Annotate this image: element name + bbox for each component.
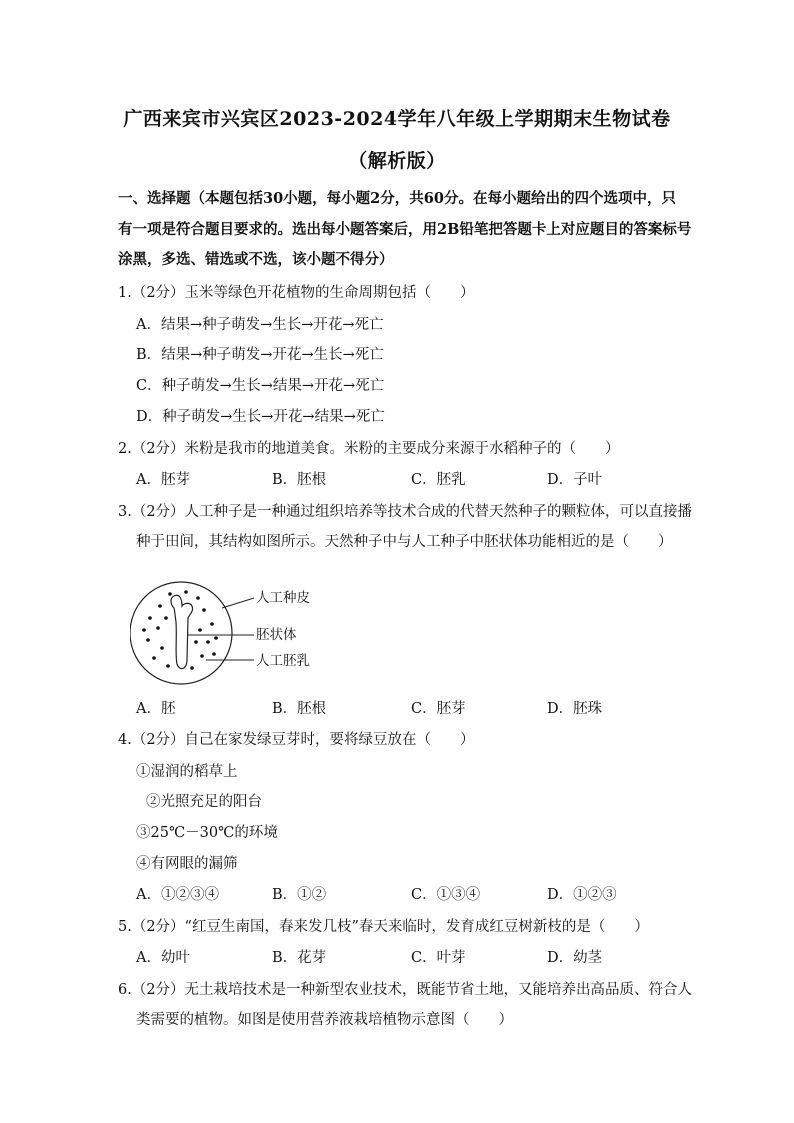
question-4-item-4: ④有网眼的漏筛 — [136, 856, 238, 872]
question-4-option-d: D．①②③ — [547, 887, 617, 903]
question-2-option-d: D．子叶 — [547, 472, 603, 488]
question-5-option-b: B．花芽 — [272, 950, 327, 966]
question-3-option-a: A．胚 — [136, 701, 176, 717]
question-5-option-c: C．叶芽 — [411, 950, 466, 966]
question-4-option-a: A．①②③④ — [136, 887, 219, 903]
question-5-option-d: D．幼茎 — [547, 950, 603, 966]
exam-subtitle: （解析版） — [348, 150, 446, 172]
question-4-item-2: ②光照充足的阳台 — [146, 794, 262, 810]
exam-title: 广西来宾市兴宾区2023-2024学年八年级上学期期末生物试卷 — [123, 108, 671, 130]
question-1-option-a: A．结果→种子萌发→生长→开花→死亡 — [136, 317, 384, 333]
embryoid-body-shape — [171, 595, 193, 668]
question-4-stem: 4.（2分）自己在家发绿豆芽时，要将绿豆放在（ ） — [118, 732, 475, 748]
question-3-option-c: C．胚芽 — [411, 701, 466, 717]
question-3-option-b: B．胚根 — [272, 701, 327, 717]
label-embryoid-body: 胚状体 — [256, 627, 297, 643]
endosperm-dots — [142, 590, 218, 670]
section-instructions-line-1: 一、选择题（本题包括30小题，每小题2分，共60分。在每小题给出的四个选项中，只 — [118, 190, 676, 207]
question-2-option-b: B．胚根 — [272, 472, 327, 488]
question-3-option-d: D．胚珠 — [547, 701, 603, 717]
label-artificial-endosperm: 人工胚乳 — [256, 653, 310, 669]
question-5-stem: 5.（2分）“红豆生南国，春来发几枝”春天来临时，发育成红豆树新枝的是（ ） — [118, 919, 649, 935]
question-1-option-c: C．种子萌发→生长→结果→开花→死亡 — [136, 378, 385, 394]
question-3-stem-line-2: 种于田间，其结构如图所示。天然种子中与人工种子中胚状体功能相近的是（ ） — [136, 534, 673, 550]
question-4-item-3: ③25℃－30℃的环境 — [136, 825, 278, 841]
question-4-option-c: C．①③④ — [411, 887, 481, 903]
question-6-stem-line-2: 类需要的植物。如图是使用营养液栽培植物示意图（ ） — [136, 1012, 513, 1028]
question-6-stem-line-1: 6.（2分）无土栽培技术是一种新型农业技术，既能节省土地，又能培养出高品质、符合人 — [118, 982, 693, 998]
question-4-option-b: B．①② — [272, 887, 327, 903]
question-1-stem: 1.（2分）玉米等绿色开花植物的生命周期包括（ ） — [118, 285, 475, 301]
question-1-option-d: D．种子萌发→生长→开花→结果→死亡 — [136, 409, 385, 425]
question-1-option-b: B．结果→种子萌发→开花→生长→死亡 — [136, 347, 384, 363]
question-2-option-a: A．胚芽 — [136, 472, 190, 488]
section-instructions-line-2: 有一项是符合题目要求的。选出每小题答案后，用2B铅笔把答题卡上对应题目的答案标号 — [118, 221, 692, 238]
question-2-option-c: C．胚乳 — [411, 472, 466, 488]
question-2-stem: 2.（2分）米粉是我市的地道美食。米粉的主要成分来源于水稻种子的（ ） — [118, 441, 620, 457]
section-instructions-line-3: 涂黑，多选、错选或不选，该小题不得分） — [118, 251, 394, 268]
question-3-stem-line-1: 3.（2分）人工种子是一种通过组织培养等技术合成的代替天然种子的颗粒体，可以直接播 — [118, 504, 693, 520]
label-line-seed-coat — [222, 598, 254, 608]
question-4-item-1: ①湿润的稻草上 — [136, 764, 238, 780]
question-5-option-a: A．幼叶 — [136, 950, 190, 966]
label-artificial-seed-coat: 人工种皮 — [256, 590, 310, 606]
artificial-seed-diagram — [130, 578, 330, 690]
